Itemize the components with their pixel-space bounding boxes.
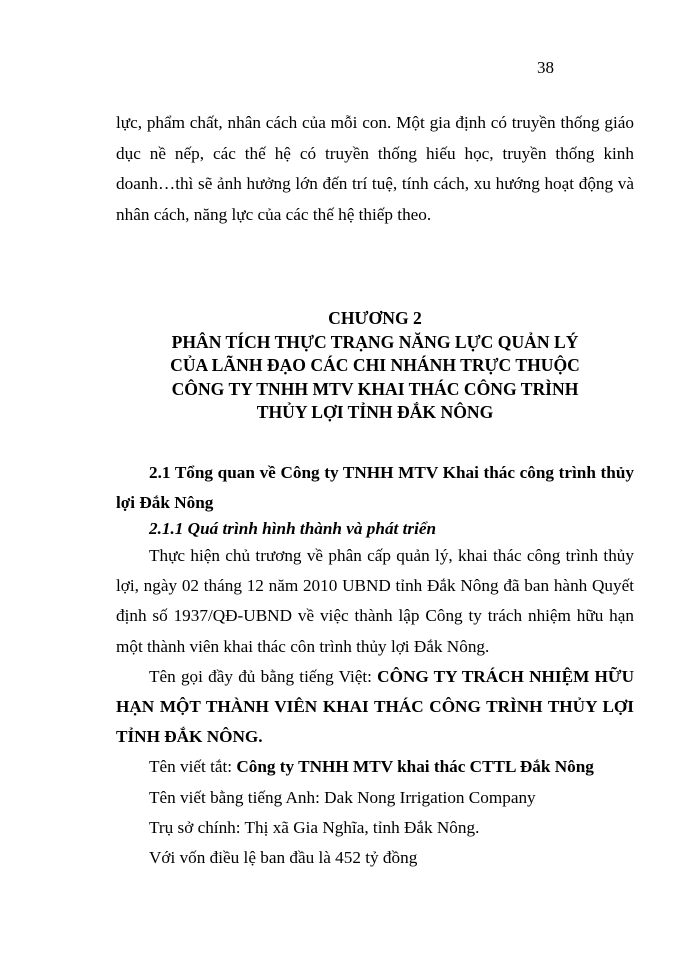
full-name-value: CÔNG TY TRÁCH NHIỆM HỮU HẠN MỘT THÀNH VIÊN KHAI THÁC CÔNG TRÌNH THỦY LỢI TỈNH ĐẮK NÔNG. (116, 666, 634, 747)
chapter-title-line: CÔNG TY TNHH MTV KHAI THÁC CÔNG TRÌNH (171, 378, 579, 399)
section-heading-2-1-1: 2.1.1 Quá trình hình thành và phát triển (149, 519, 437, 538)
chapter-title-line: THỦY LỢI TỈNH ĐẮK NÔNG (256, 402, 494, 422)
page-number: 38 (537, 58, 554, 77)
english-name-paragraph: Tên viết bằng tiếng Anh: Dak Nong Irrigation Company (149, 787, 536, 807)
chapter-title-line: PHÂN TÍCH THỰC TRẠNG NĂNG LỰC QUẢN LÝ (171, 331, 579, 352)
section-body (116, 541, 634, 873)
capital-paragraph: Với vốn điều lệ ban đầu là 452 tỷ đồng (149, 848, 418, 868)
full-name-paragraph (116, 662, 634, 753)
headquarters-paragraph: Trụ sở chính: Thị xã Gia Nghĩa, tỉnh Đắk Nông. (149, 817, 480, 837)
short-name-paragraph (116, 752, 634, 782)
short-name-value: Công ty TNHH MTV khai thác CTTL Đắk Nông (236, 757, 594, 777)
establishment-paragraph: Thực hiện chủ trương về phân cấp quản lý, khai thác công trình thủy lợi, ngày 02 tháng 12 năm 2010 UBND tỉnh Đắk Nông đã ban hành Quyết định số 1937/QĐ-UBND về việc thành lập Công ty trách nhiệm hữu hạn một thành viên khai thác côn trình thủy lợi Đắk Nông. (116, 546, 634, 656)
chapter-number: CHƯƠNG 2 (328, 308, 422, 328)
intro-paragraph: lực, phẩm chất, nhân cách của mỗi con. Một gia định có truyền thống giáo dục nề nếp, các thế hệ có truyền thống hiếu học, truyền thống kinh doanh…thì sẽ ảnh hưởng lớn đến trí tuệ, tính cách, xu hướng hoạt động và nhân cách, năng lực của các thế hệ thiếp theo. (116, 113, 634, 224)
chapter-title-line: CỦA LÃNH ĐẠO CÁC CHI NHÁNH TRỰC THUỘC (170, 355, 580, 375)
section-heading-2-1: 2.1 Tổng quan về Công ty TNHH MTV Khai thác công trình thủy lợi Đắk Nông (116, 463, 634, 512)
short-name-label: Tên viết tắt: (149, 757, 237, 777)
full-name-label: Tên gọi đầy đủ bằng tiếng Việt: (149, 666, 378, 686)
chapter-heading (116, 307, 634, 425)
